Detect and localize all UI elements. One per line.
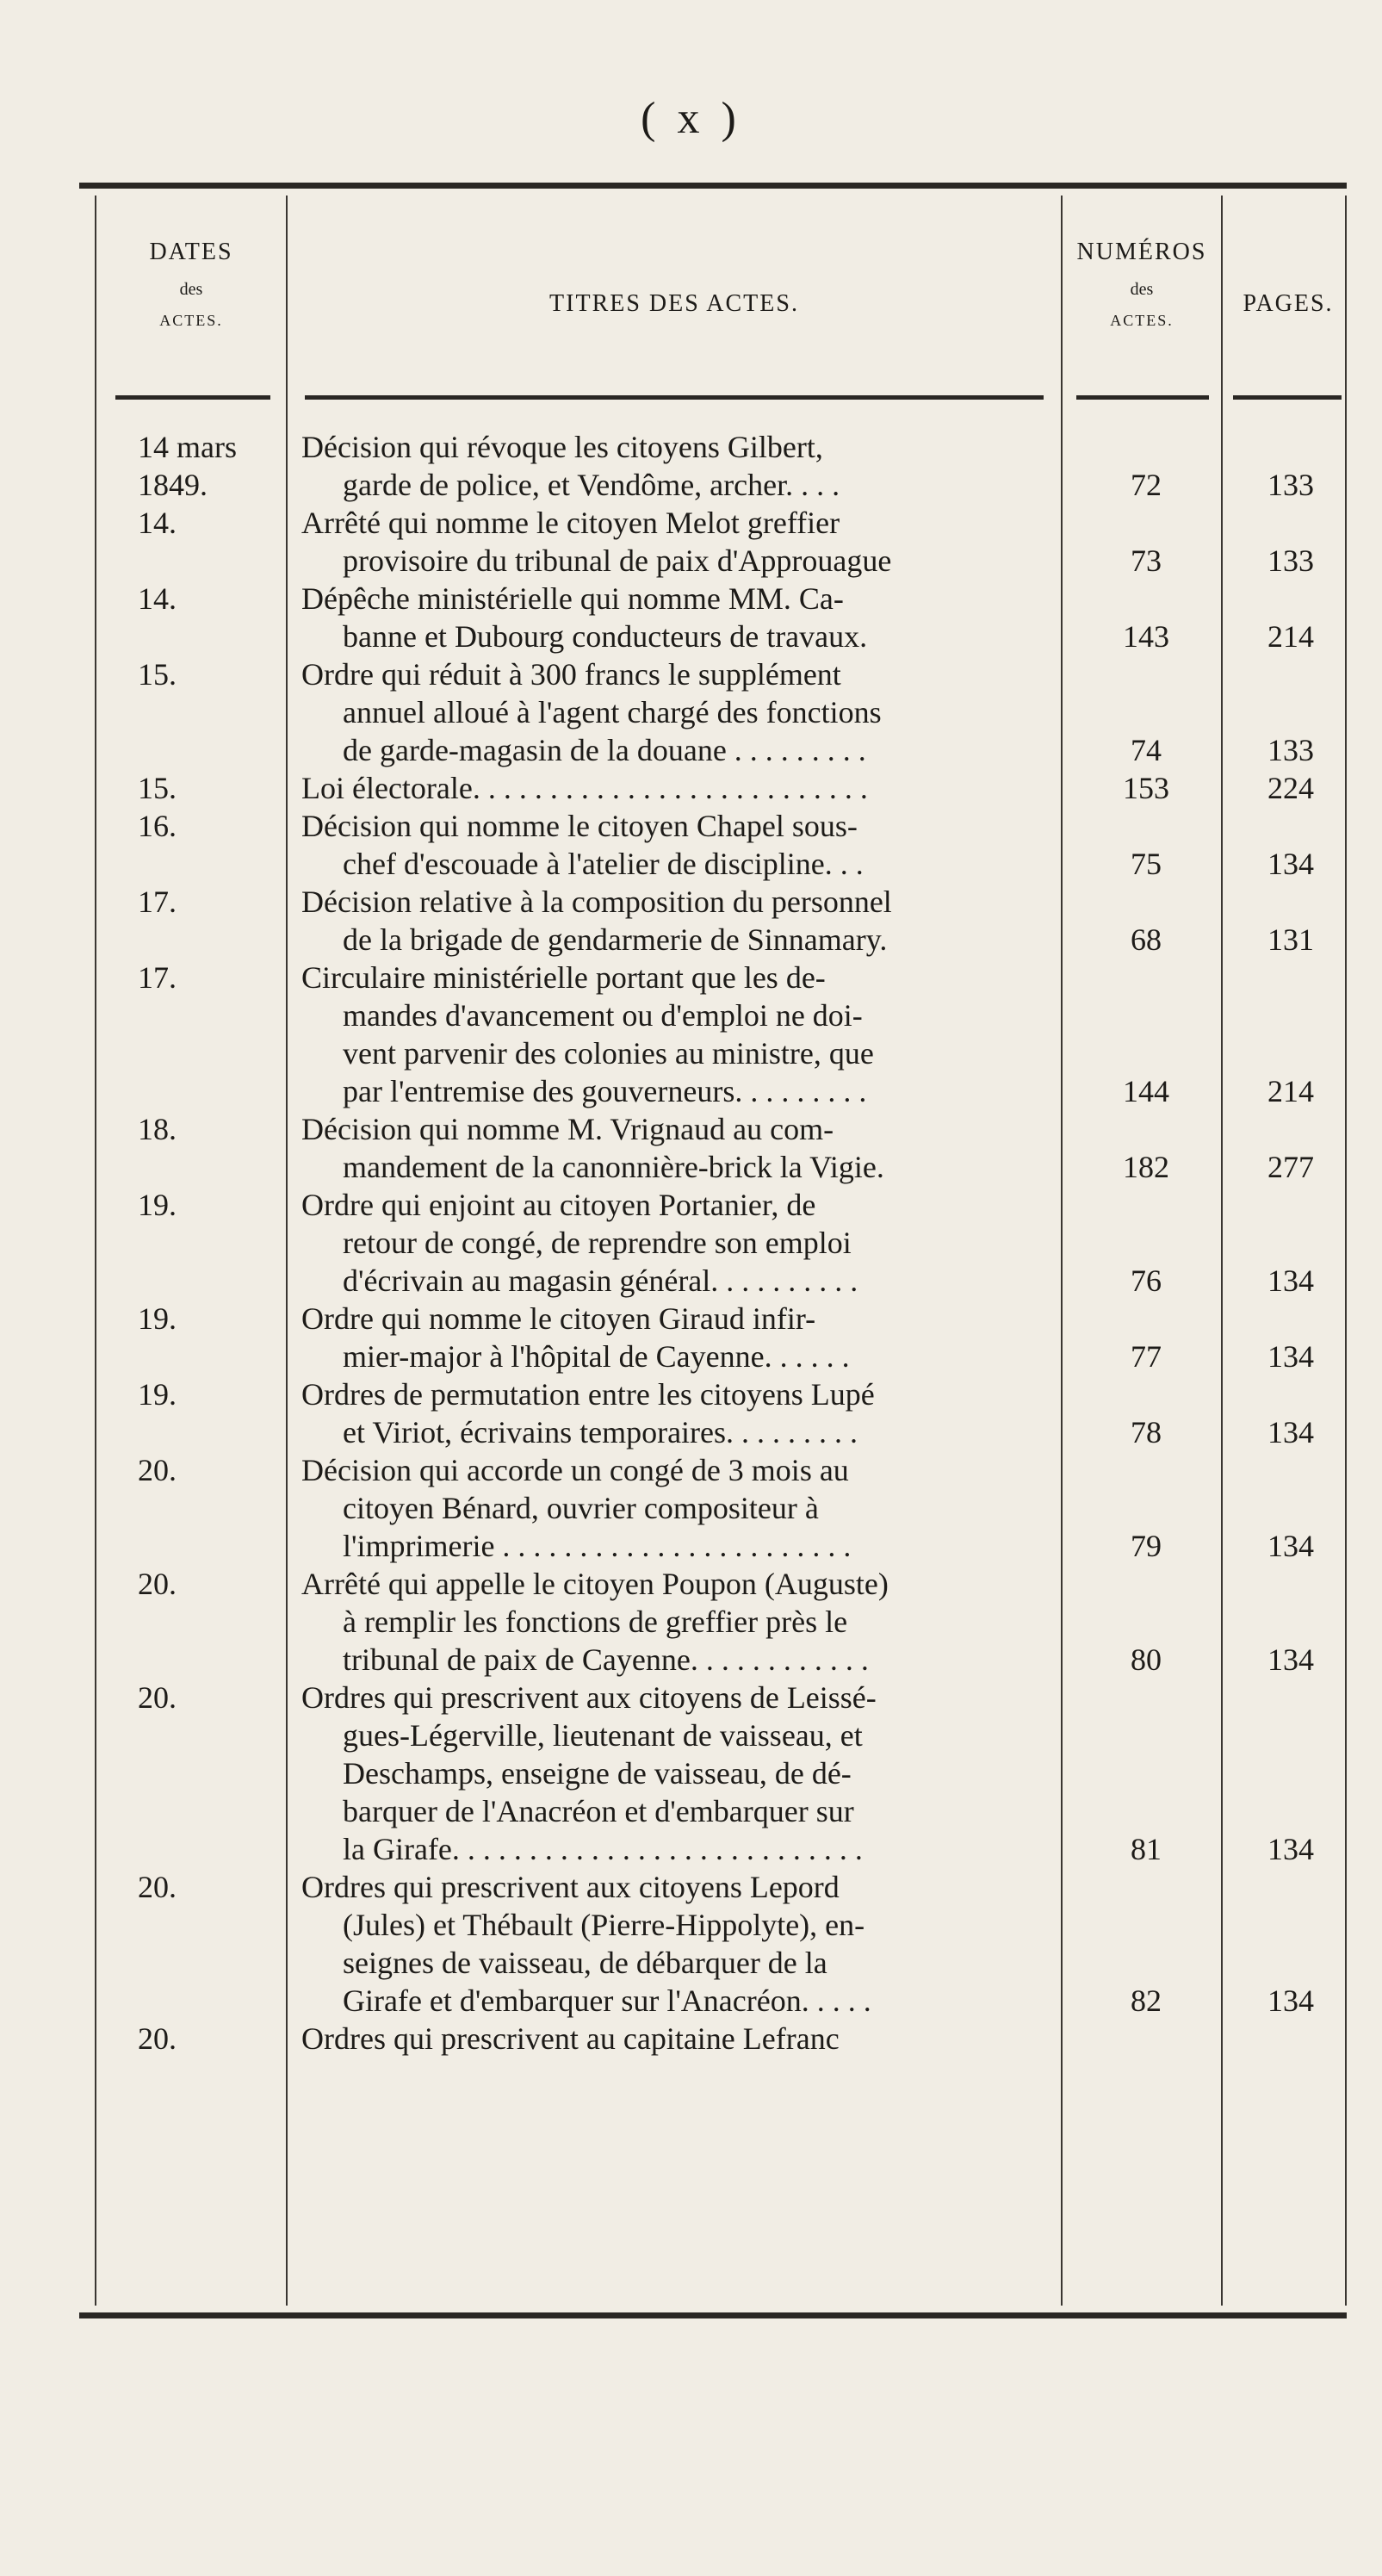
entry-date [138,504,293,542]
entry-title [301,1565,1059,1679]
entry-date-line: 19. [138,1188,177,1222]
entry-title-line: et Viriot, écrivains temporaires. . . . . . . . . [343,1415,858,1449]
entry-page: 134 [1267,1263,1314,1298]
entry-title [301,1451,1059,1565]
entry-date [138,580,293,618]
header-rule [305,395,1044,400]
entry-page: 131 [1267,922,1314,957]
entry-date-line: 20. [138,1870,177,1904]
entry-number: 153 [1123,771,1169,805]
entry-title-line: annuel alloué à l'agent chargé des fonctions [343,695,882,729]
entry-title [301,883,1059,959]
entry-title-line: Arrêté qui nomme le citoyen Melot greffier [301,506,840,540]
entry-title-line: banne et Dubourg conducteurs de travaux. [343,619,868,654]
entry-title-line: de garde-magasin de la douane . . . . . . . . . [343,733,866,767]
entry-page: 133 [1267,733,1314,767]
entry-title-line: barquer de l'Anacréon et d'embarquer sur [343,1794,854,1828]
header-rule [115,395,270,400]
entry-date [138,807,293,845]
entry-date [138,1375,293,1413]
entry-date-line: 14. [138,581,177,616]
entry-title-line: de la brigade de gendarmerie de Sinnamary. [343,922,888,957]
entry-page: 214 [1267,1074,1314,1108]
entry-title-line: mandes d'avancement ou d'emploi ne doi- [343,998,863,1033]
entry-title-line: Dépêche ministérielle qui nomme MM. Ca- [301,581,844,616]
entry-page: 134 [1267,1642,1314,1677]
entry-title-line: garde de police, et Vendôme, archer. . . . [343,468,840,502]
entry-number: 76 [1131,1263,1162,1298]
entry-title-line: tribunal de paix de Cayenne. . . . . . . . . . . . [343,1642,869,1677]
entry-title [301,2020,1059,2058]
header-numeros [1063,196,1221,394]
entry-date [138,428,293,504]
entry-title-line: Ordre qui réduit à 300 francs le supplément [301,657,841,692]
entry-title-line: Ordres qui prescrivent aux citoyens Lepord [301,1870,840,1904]
table-body [95,196,1347,2306]
entry-title-line: Ordres de permutation entre les citoyens Lupé [301,1377,875,1412]
entry-title-line: Décision qui nomme M. Vrignaud au com- [301,1112,834,1146]
entry-number: 81 [1131,1832,1162,1866]
entry-title [301,580,1059,655]
header-dates [96,196,286,394]
entry-title [301,504,1059,580]
entry-title [301,1110,1059,1186]
entry-title-line: seignes de vaisseau, de débarquer de la [343,1946,827,1980]
entry-title [301,1300,1059,1375]
header-rule [1233,395,1342,400]
entry-title-line: retour de congé, de reprendre son emploi [343,1226,852,1260]
entry-number: 75 [1131,847,1162,881]
entry-title-line: par l'entremise des gouverneurs. . . . . . . . . [343,1074,867,1108]
entry-page: 134 [1267,1832,1314,1866]
entry-title-line: à remplir les fonctions de greffier près le [343,1605,848,1639]
header-titres [288,196,1061,394]
entry-date-line: 15. [138,657,177,692]
entry-date [138,959,293,996]
entry-title-line: Ordres qui prescrivent au capitaine Lefranc [301,2021,840,2056]
entry-page: 134 [1267,1339,1314,1374]
entry-title-line: Décision relative à la composition du personnel [301,885,892,919]
entry-number: 78 [1131,1415,1162,1449]
header-numeros-des: des [1130,280,1154,299]
entry-title [301,1375,1059,1451]
entry-title-line: vent parvenir des colonies au ministre, que [343,1036,874,1071]
entry-date-line: 18. [138,1112,177,1146]
entry-title-line: d'écrivain au magasin général. . . . . . . . . . [343,1263,858,1298]
header-numeros-actes: ACTES. [1110,312,1174,329]
header-numeros-label: NUMÉROS [1076,239,1207,265]
entry-date [138,1679,293,1716]
entry-page: 134 [1267,1415,1314,1449]
entry-title-line: Ordre qui enjoint au citoyen Portanier, de [301,1188,816,1222]
entry-page: 133 [1267,468,1314,502]
entry-title [301,769,1059,807]
header-titres-label: TITRES DES ACTES. [549,290,799,317]
entry-title [301,655,1059,769]
page-number: ( x ) [641,94,741,143]
entry-title-line: Décision qui nomme le citoyen Chapel sous- [301,809,858,843]
entry-date-line: 14. [138,506,177,540]
entry-number: 82 [1131,1983,1162,2018]
entry-title [301,428,1059,504]
entry-date-line: 19. [138,1377,177,1412]
entry-number: 74 [1131,733,1162,767]
entry-number: 80 [1131,1642,1162,1677]
entry-date-line: 16. [138,809,177,843]
entry-title-line: provisoire du tribunal de paix d'Approuague [343,543,892,578]
entry-title-line: Loi électorale. . . . . . . . . . . . . . . . . . . . . . . . . . [301,771,868,805]
entry-title-line: Ordre qui nomme le citoyen Giraud infir- [301,1301,816,1336]
entry-title-line: Ordres qui prescrivent aux citoyens de Leissé- [301,1680,877,1715]
entry-date [138,1451,293,1489]
entry-title-line: Arrêté qui appelle le citoyen Poupon (Auguste) [301,1567,889,1601]
entry-number: 144 [1123,1074,1169,1108]
entry-date-line: 17. [138,960,177,995]
header-rule [1076,395,1209,400]
entry-title-line: gues-Légerville, lieutenant de vaisseau, et [343,1718,863,1753]
entry-title-line: mier-major à l'hôpital de Cayenne. . . . . . [343,1339,850,1374]
entry-title-line: (Jules) et Thébault (Pierre-Hippolyte), en- [343,1908,865,1942]
entry-date [138,1868,293,1906]
entry-title [301,807,1059,883]
entry-title-line: Décision qui accorde un congé de 3 mois au [301,1453,849,1487]
header-dates-des: des [179,280,203,299]
entry-page: 134 [1267,847,1314,881]
entry-date-line: 19. [138,1301,177,1336]
entry-title [301,1186,1059,1300]
entry-number: 77 [1131,1339,1162,1374]
entry-title-line: chef d'escouade à l'atelier de discipline. . . [343,847,864,881]
entry-date [138,1300,293,1338]
entry-page: 277 [1267,1150,1314,1184]
entry-page: 224 [1267,771,1314,805]
entry-date-line: 20. [138,2021,177,2056]
header-pages [1223,196,1354,394]
entry-number: 72 [1131,468,1162,502]
entry-date-line: 20. [138,1567,177,1601]
entry-title [301,1868,1059,2020]
entry-title-line: Girafe et d'embarquer sur l'Anacréon. . . . . [343,1983,871,2018]
entry-number: 182 [1123,1150,1169,1184]
entry-title-line: Deschamps, enseigne de vaisseau, de dé- [343,1756,852,1791]
entry-date-line: 15. [138,771,177,805]
entry-title-line: la Girafe. . . . . . . . . . . . . . . . . . . . . . . . . . . [343,1832,863,1866]
entry-number: 73 [1131,543,1162,578]
entry-title-line: Circulaire ministérielle portant que les de- [301,960,826,995]
entry-date [138,2020,293,2058]
entry-page: 134 [1267,1983,1314,2018]
entry-date-line: 20. [138,1680,177,1715]
header-dates-actes: ACTES. [159,312,223,329]
entry-date [138,655,293,693]
entry-date [138,1110,293,1148]
entry-title-line: citoyen Bénard, ouvrier compositeur à [343,1491,819,1525]
entry-date [138,1186,293,1224]
entry-title [301,959,1059,1110]
entry-title-line: l'imprimerie . . . . . . . . . . . . . . . . . . . . . . . [343,1529,852,1563]
entry-title-line: mandement de la canonnière-brick la Vigie. [343,1150,884,1184]
entry-number: 68 [1131,922,1162,957]
header-dates-label: DATES [149,239,233,265]
entry-number: 79 [1131,1529,1162,1563]
entry-date-line: 1849. [138,468,208,502]
entry-number: 143 [1123,619,1169,654]
header-pages-label: PAGES. [1243,290,1334,317]
entry-date [138,883,293,921]
entry-date-line: 14 mars [138,430,237,464]
entry-page: 214 [1267,619,1314,654]
column-divider [1061,196,1063,2306]
entry-page: 134 [1267,1529,1314,1563]
entry-date [138,1565,293,1603]
entry-page: 133 [1267,543,1314,578]
entry-title [301,1679,1059,1868]
index-table [79,183,1347,2318]
entry-date [138,769,293,807]
entry-date-line: 17. [138,885,177,919]
entry-date-line: 20. [138,1453,177,1487]
entry-title-line: Décision qui révoque les citoyens Gilbert, [301,430,823,464]
